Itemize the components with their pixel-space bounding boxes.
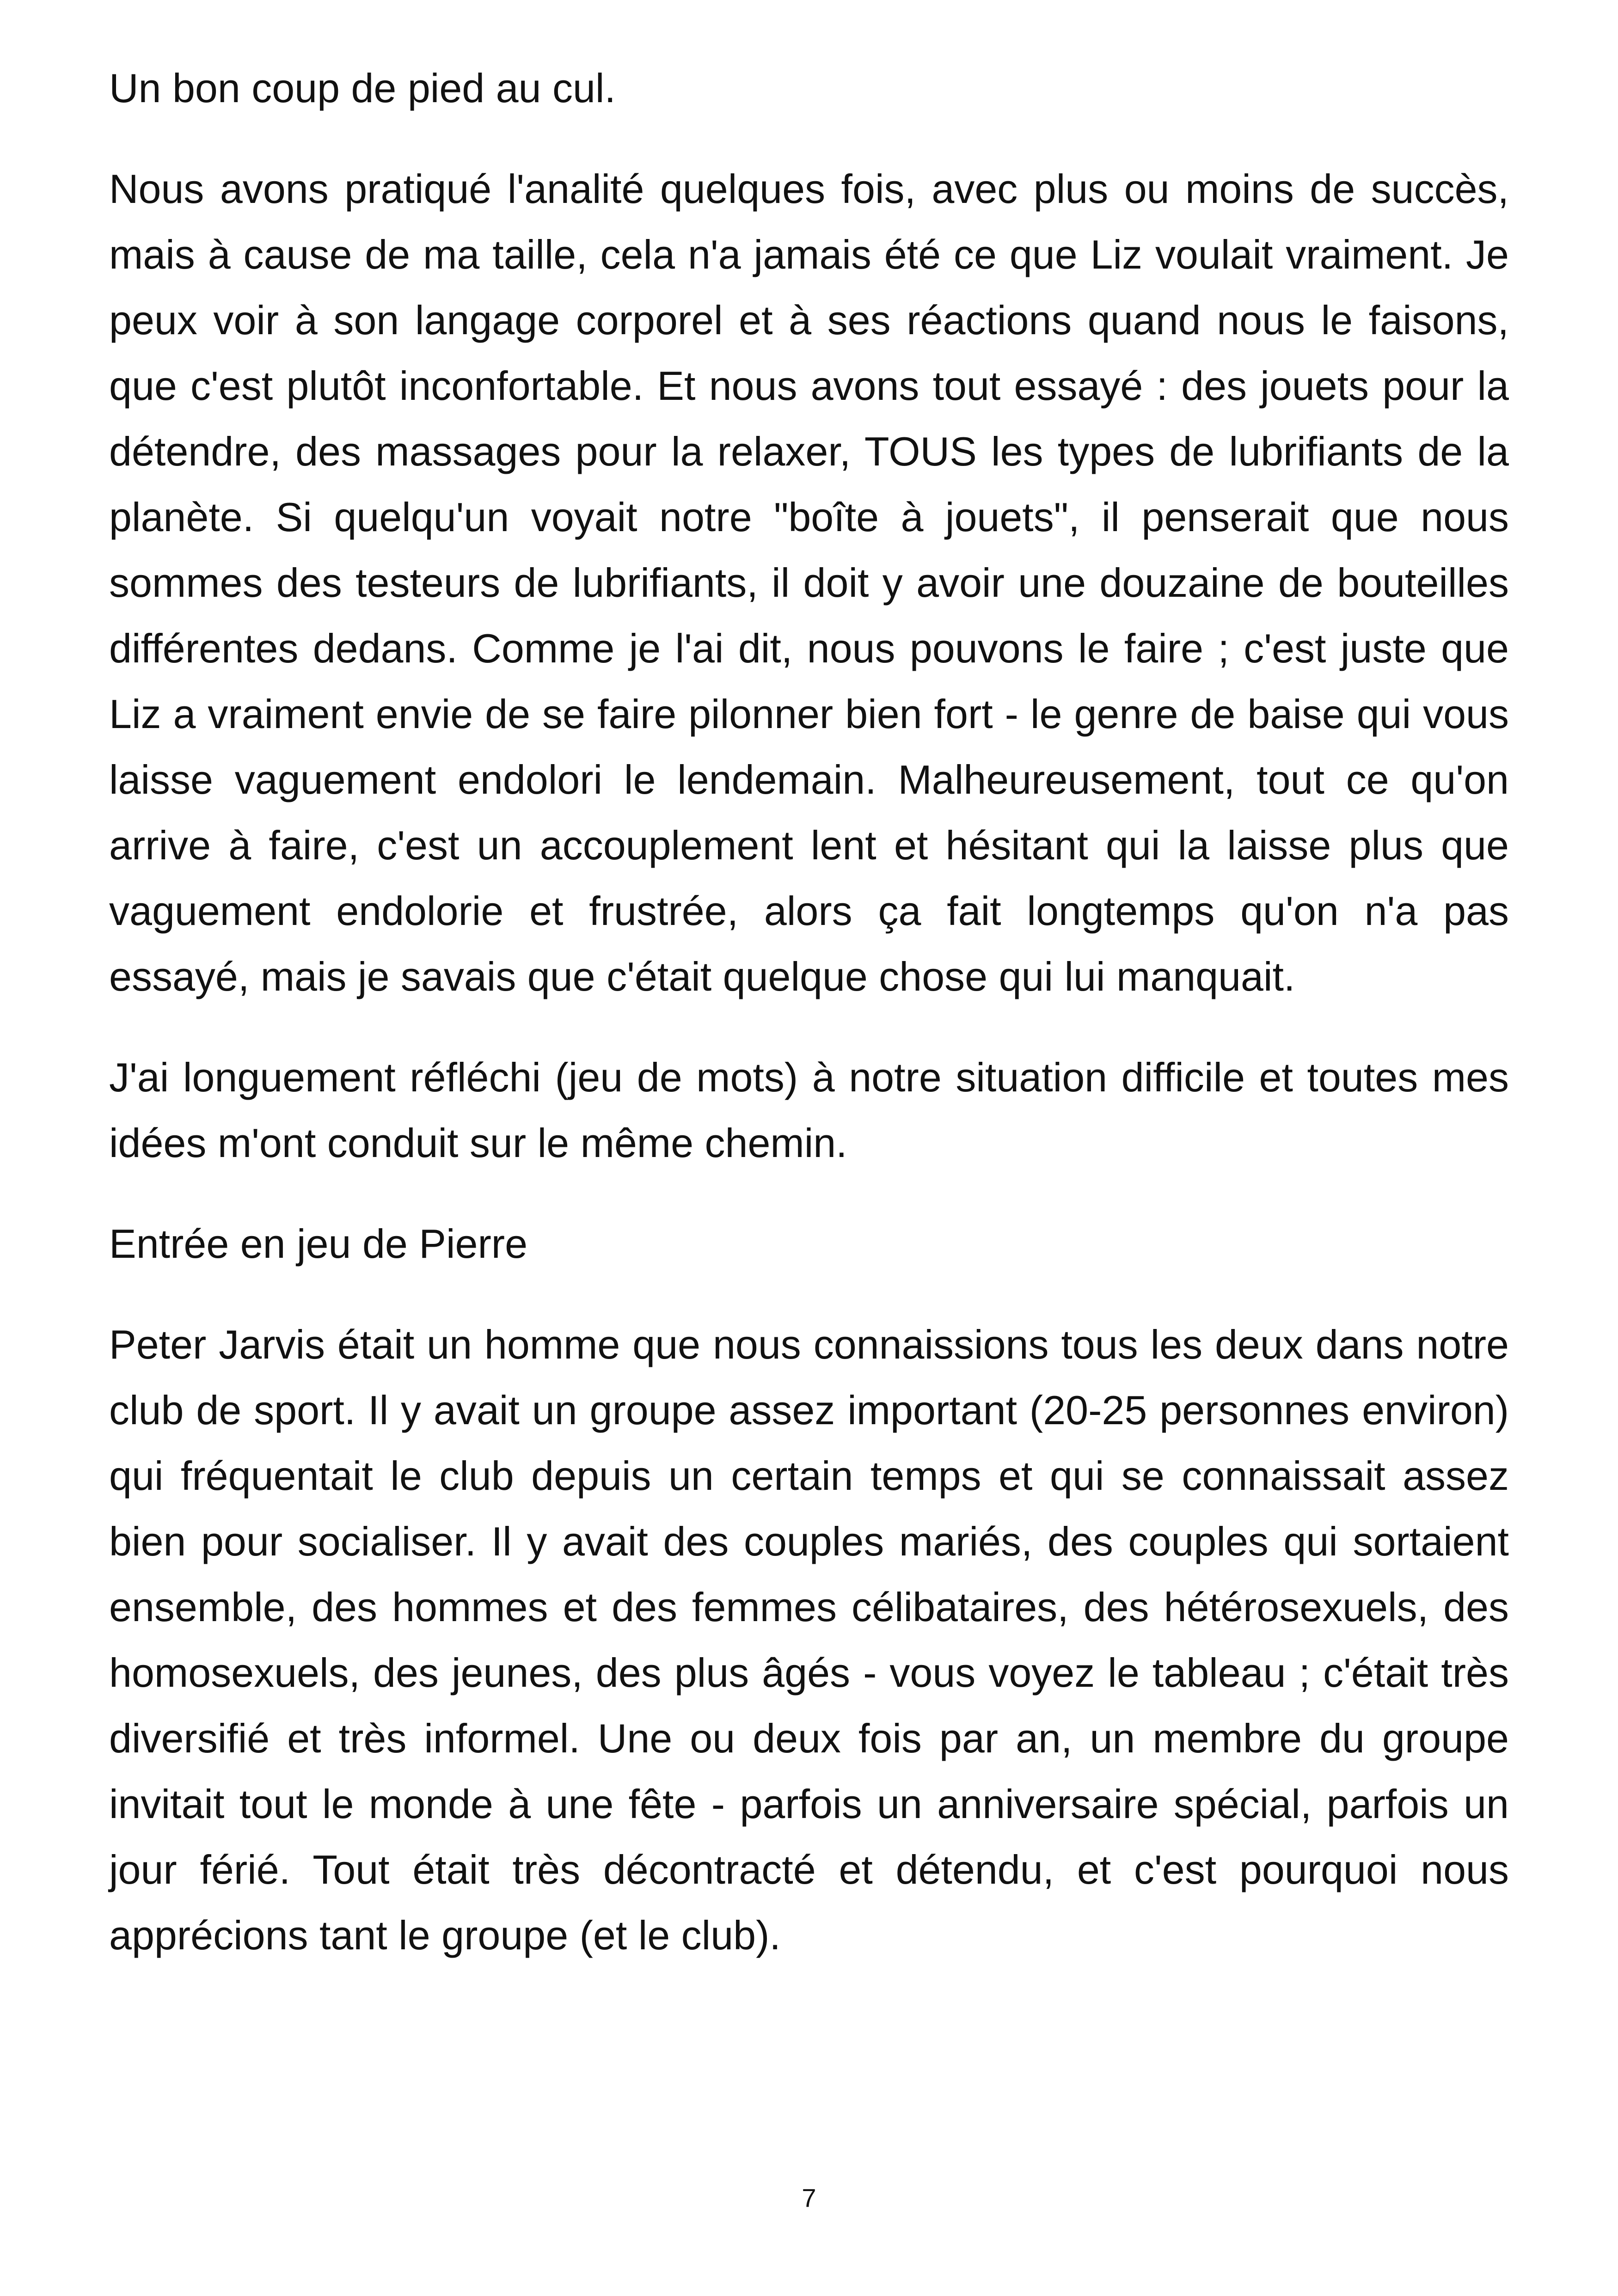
paragraph-body: J'ai longuement réfléchi (jeu de mots) à notre situation difficile et toutes mes idées m'ont conduit sur le même chemin. xyxy=(109,1054,1509,1166)
section-heading: Entrée en jeu de Pierre xyxy=(109,1221,528,1267)
paragraph-body: Nous avons pratiqué l'analité quelques fois, avec plus ou moins de succès, mais à cause de ma taille, cela n'a jamais été ce que Liz voulait vraiment. Je peux voir à son langage corporel et à ses réactions quand nous le faisons, que c'est plutôt inconfortable. Et nous avons tout essayé : des jouets pour la détendre, des massages pour la relaxer, TOUS les types de lubrifiants de la planète. Si quelqu'un voyait notre "boîte à jouets", il penserait que nous sommes des testeurs de lubrifiants, il doit y avoir une douzaine de bouteilles différentes dedans. Comme je l'ai dit, nous pouvons le faire ; c'est juste que Liz a vraiment envie de se faire pilonner bien fort - le genre de baise qui vous laisse vaguement endolori le lendemain. Malheureusement, tout ce qu'on arrive à faire, c'est un accouplement lent et hésitant qui la laisse plus que vaguement endolorie et frustrée, alors ça fait longtemps qu'on n'a pas essayé, mais je savais que c'était quelque chose qui lui manquait. xyxy=(109,166,1509,999)
body-text xyxy=(109,55,1509,2003)
paragraph-opening-line: Un bon coup de pied au cul. xyxy=(109,65,616,111)
paragraph-body: Peter Jarvis était un homme que nous connaissions tous les deux dans notre club de sport. Il y avait un groupe assez important (20-25 personnes environ) qui fréquentait le club depuis un certain temps et qui se connaissait assez bien pour socialiser. Il y avait des couples mariés, des couples qui sortaient ensemble, des hommes et des femmes célibataires, des hétérosexuels, des homosexuels, des jeunes, des plus âgés - vous voyez le tableau ; c'était très diversifié et très informel. Une ou deux fois par an, un membre du groupe invitait tout le monde à une fête - parfois un anniversaire spécial, parfois un jour férié. Tout était très décontracté et détendu, et c'est pourquoi nous apprécions tant le groupe (et le club). xyxy=(109,1322,1509,1958)
page-number: 7 xyxy=(802,2183,816,2212)
